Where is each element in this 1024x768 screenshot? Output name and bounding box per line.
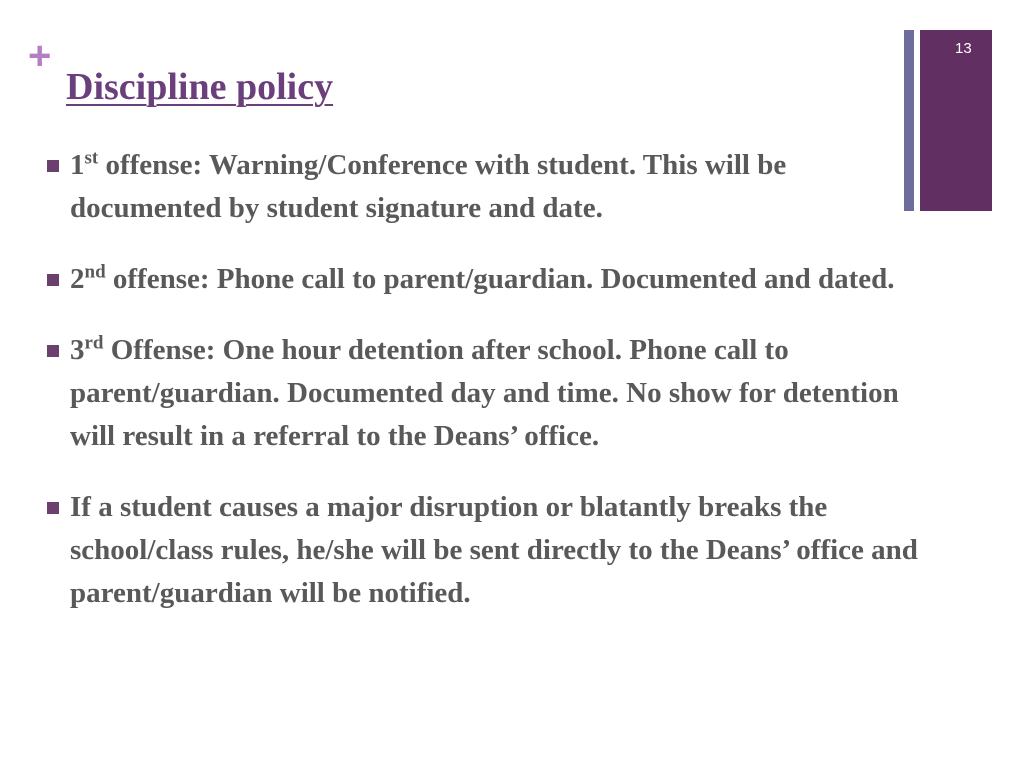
- bullet-text: [70, 263, 895, 295]
- bullet-body: offense: Warning/Conference with student. This will be documented by student signature and date.: [70, 149, 787, 224]
- plus-icon: +: [28, 34, 52, 78]
- square-bullet-icon: [47, 502, 59, 514]
- square-bullet-icon: [47, 274, 59, 286]
- bullet-body: offense: Phone call to parent/guardian. Documented and dated.: [105, 263, 895, 295]
- bullet-text: [70, 144, 860, 230]
- bullet-item-major-disruption: [44, 486, 924, 615]
- bullet-item-third-offense: [44, 329, 924, 458]
- bullet-body: If a student causes a major disruption or blatantly breaks the school/class rules, he/she will be sent directly to the Deans’ office and parent/guardian will be notified.: [70, 491, 918, 609]
- bullet-body: Offense: One hour detention after school. Phone call to parent/guardian. Documented day and time. No show for detention will result in a referral to the Deans’ office.: [70, 334, 899, 452]
- slide-number: 13: [955, 40, 972, 57]
- bullet-item-second-offense: [44, 258, 924, 301]
- bullet-ordinal-suffix: rd: [84, 332, 104, 354]
- bullet-text: [70, 334, 899, 452]
- square-bullet-icon: [47, 160, 59, 172]
- bullet-item-first-offense: [44, 144, 924, 230]
- bullet-ordinal-suffix: nd: [84, 261, 106, 283]
- bullet-text: [70, 491, 918, 609]
- slide-title: Discipline policy: [66, 66, 334, 108]
- bullet-ordinal-suffix: st: [84, 147, 99, 169]
- bullet-list: [44, 144, 924, 615]
- bullet-ordinal: 3: [70, 334, 85, 366]
- bullet-ordinal: 2: [70, 263, 85, 295]
- bullet-ordinal: 1: [70, 149, 85, 181]
- square-bullet-icon: [47, 345, 59, 357]
